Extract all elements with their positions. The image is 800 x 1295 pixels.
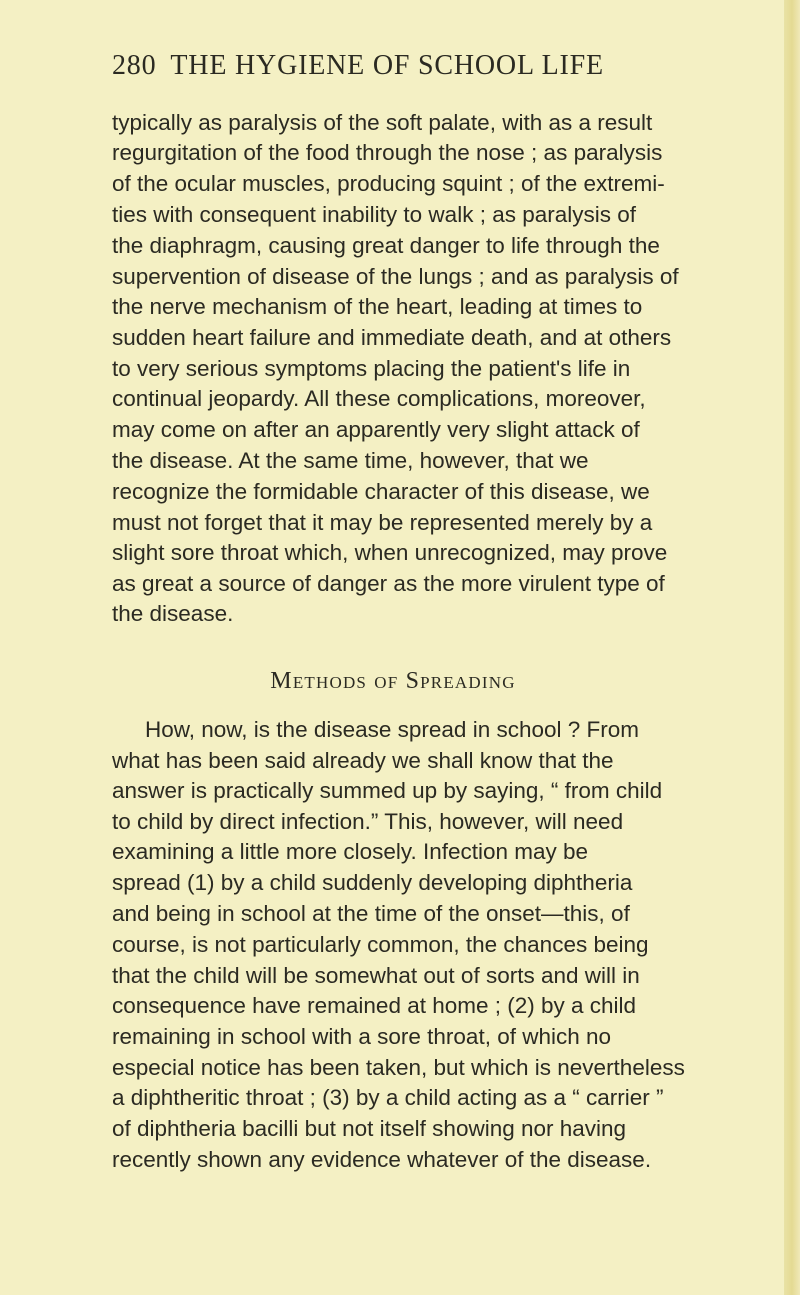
text-line: How, now, is the disease spread in school ? From bbox=[145, 717, 640, 742]
text-line: and being in school at the time of the onset—this, of bbox=[112, 901, 630, 926]
text-line: supervention of disease of the lungs ; and as paralysis of bbox=[112, 264, 679, 289]
text-line: may come on after an apparently very slight attack of bbox=[112, 417, 640, 442]
text-line: the diaphragm, causing great danger to life through the bbox=[112, 233, 660, 258]
text-line: the disease. At the same time, however, that we bbox=[112, 448, 589, 473]
text-line: recently shown any evidence whatever of the disease. bbox=[112, 1147, 652, 1172]
text-line: especial notice has been taken, but which is nevertheless bbox=[112, 1055, 685, 1080]
text-line: that the child will be somewhat out of sorts and will in bbox=[112, 963, 640, 988]
text-line: the disease. bbox=[112, 601, 234, 626]
text-line: ties with consequent inability to walk ; as paralysis of bbox=[112, 202, 637, 227]
text-line: of the ocular muscles, producing squint ; of the extremi- bbox=[112, 171, 665, 196]
text-line: must not forget that it may be represented merely by a bbox=[112, 510, 653, 535]
text-line: consequence have remained at home ; (2) by a child bbox=[112, 993, 637, 1018]
text-line: a diphtheritic throat ; (3) by a child acting as a “ carrier ” bbox=[112, 1085, 664, 1110]
text-line: answer is practically summed up by saying, “ from child bbox=[112, 778, 663, 803]
section-heading: Methods of Spreading bbox=[270, 668, 516, 694]
text-line: to child by direct infection.” This, however, will need bbox=[112, 809, 624, 834]
text-line: as great a source of danger as the more virulent type of bbox=[112, 571, 665, 596]
text-line: of diphtheria bacilli but not itself showing nor having bbox=[112, 1116, 627, 1141]
text-line: regurgitation of the food through the nose ; as paralysis bbox=[112, 140, 663, 165]
text-line: what has been said already we shall know that the bbox=[112, 748, 614, 773]
page-edge bbox=[784, 0, 800, 1295]
text-line: spread (1) by a child suddenly developing diphtheria bbox=[112, 870, 633, 895]
running-head bbox=[112, 50, 752, 82]
text-line: recognize the formidable character of this disease, we bbox=[112, 479, 650, 504]
text-line: to very serious symptoms placing the patient's life in bbox=[112, 356, 631, 381]
text-line: typically as paralysis of the soft palate, with as a result bbox=[112, 110, 653, 135]
page-number: 280 bbox=[112, 50, 157, 81]
text-line: sudden heart failure and immediate death, and at others bbox=[112, 325, 672, 350]
text-line: slight sore throat which, when unrecognized, may prove bbox=[112, 540, 668, 565]
text-line: the nerve mechanism of the heart, leading at times to bbox=[112, 294, 643, 319]
text-line: examining a little more closely. Infection may be bbox=[112, 839, 589, 864]
running-title: THE HYGIENE OF SCHOOL LIFE bbox=[170, 50, 604, 81]
text-line: remaining in school with a sore throat, of which no bbox=[112, 1024, 612, 1049]
text-line: continual jeopardy. All these complications, moreover, bbox=[112, 386, 646, 411]
text-line: course, is not particularly common, the chances being bbox=[112, 932, 649, 957]
